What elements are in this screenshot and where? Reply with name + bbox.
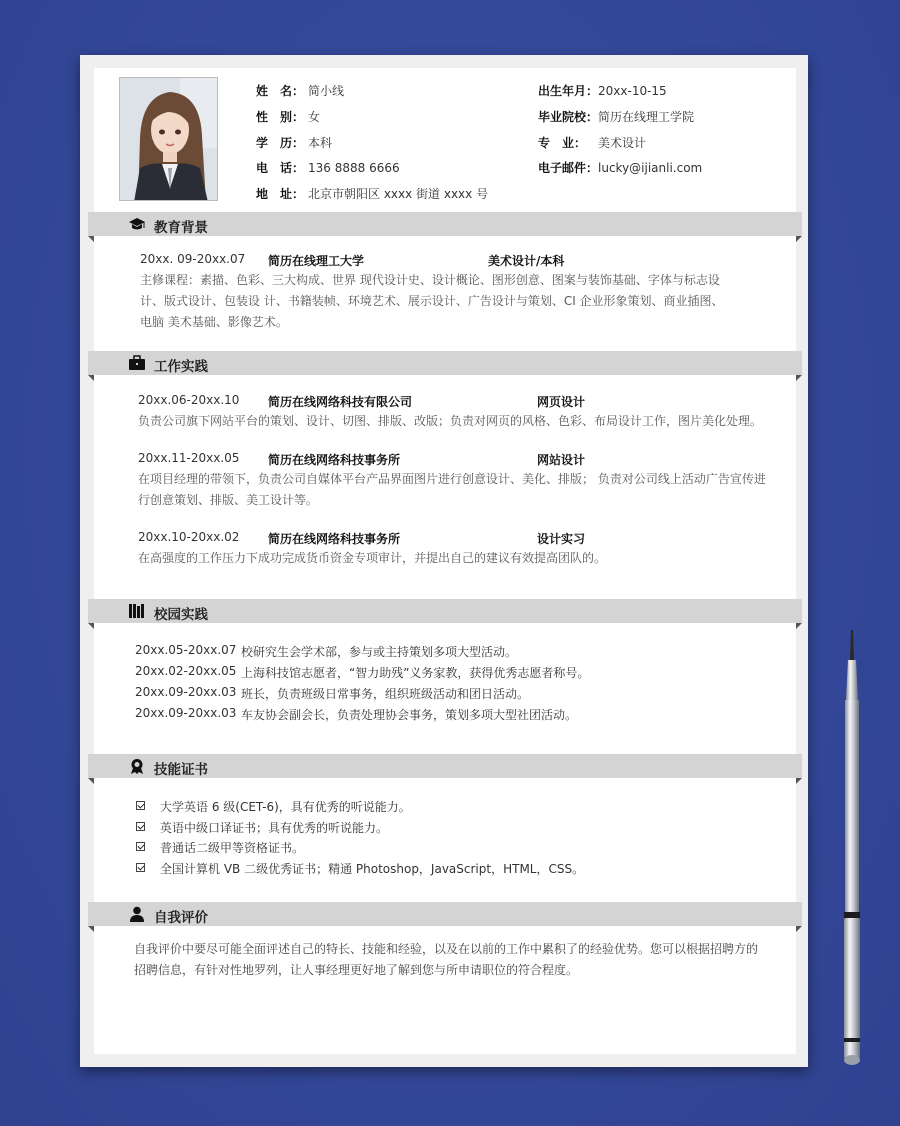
briefcase-icon: [128, 355, 146, 371]
education-line: 计、版式设计、包装设 计、书籍装帧、环境艺术、展示设计、广告设计与策划、CI 企业形象策划、商业插图、: [140, 294, 724, 308]
campus-text: 班长，负责班级日常事务，组织班级活动和团日活动。: [241, 687, 530, 701]
work-line: 负责公司旗下网站平台的策划、设计、切图、排版、改版；负责对网页的风格、色彩、布局设计工作，图片美化处理。: [138, 414, 763, 428]
work-description: [138, 469, 766, 511]
checkbox-icon: [136, 801, 145, 810]
work-header: [88, 351, 802, 375]
education-major: 美术设计/本科: [488, 254, 565, 268]
major-value: 美术设计: [598, 136, 647, 150]
campus-text: 车友协会副会长，负责处理协会事务，策划多项大型社团活动。: [241, 708, 578, 722]
skill-item: 普通话二级甲等资格证书。: [160, 841, 305, 855]
work-company: 简历在线网络科技有限公司: [268, 395, 413, 409]
work-company: 简历在线网络科技事务所: [268, 532, 401, 546]
work-role: 设计实习: [537, 532, 586, 546]
degree-label: 学 历：: [256, 136, 305, 150]
info-address: [256, 185, 488, 202]
gender-value: 女: [308, 110, 321, 124]
work-date: 20xx.06-20xx.10: [138, 393, 240, 407]
work-title: 工作实践: [154, 359, 208, 375]
education-line: 主修课程：素描、色彩、三大构成、世界 现代设计史、设计概论、图形创意、图案与装饰基础、字体与标志设: [140, 273, 720, 287]
major-label: 专 业：: [538, 136, 587, 150]
phone-label: 电 话：: [256, 161, 305, 175]
info-phone: [256, 159, 400, 176]
info-major: [538, 134, 646, 151]
skill-item: 大学英语 6 级(CET-6)，具有优秀的听说能力。: [160, 800, 411, 814]
work-description: [138, 411, 762, 432]
info-name: [256, 82, 344, 99]
email-value: lucky@ijianli.com: [598, 161, 703, 175]
campus-date: 20xx.02-20xx.05: [135, 664, 237, 678]
skills-header: [88, 754, 802, 778]
checkbox-icon: [136, 822, 145, 831]
campus-text: 校研究生会学术部，参与或主持策划多项大型活动。: [241, 645, 518, 659]
education-header: [88, 212, 802, 236]
self-title: 自我评价: [154, 910, 208, 926]
gender-label: 性 别：: [256, 110, 305, 124]
work-description: [138, 548, 606, 569]
info-gender: [256, 108, 320, 125]
campus-header: [88, 599, 802, 623]
education-courses: [140, 270, 724, 333]
degree-value: 本科: [308, 136, 333, 150]
campus-title: 校园实践: [154, 607, 208, 623]
work-line: 在项目经理的带领下，负责公司自媒体平台产品界面图片进行创意设计、美化、排版； 负责对公司线上活动广告宣传进: [138, 472, 766, 486]
profile-photo: [119, 77, 218, 201]
graduation-cap-icon: [128, 216, 146, 232]
education-school: 简历在线理工大学: [268, 254, 365, 268]
birth-label: 出生年月：: [538, 84, 599, 98]
education-title: 教育背景: [154, 220, 208, 236]
name-label: 姓 名：: [256, 84, 305, 98]
info-school: [538, 108, 694, 125]
address-value: 北京市朝阳区 xxxx 街道 xxxx 号: [308, 187, 489, 201]
education-date: 20xx. 09-20xx.07: [140, 252, 246, 266]
skill-item: 英语中级口译证书；具有优秀的听说能力。: [160, 821, 389, 835]
name-value: 简小线: [308, 84, 345, 98]
self-header: [88, 902, 802, 926]
email-label: 电子邮件：: [538, 161, 599, 175]
checkbox-icon: [136, 863, 145, 872]
info-birth: [538, 82, 667, 99]
award-icon: [128, 758, 146, 774]
self-line: 自我评价中要尽可能全面评述自己的特长、技能和经验，以及在以前的工作中累积了的经验优势。您可以根据招聘方的: [134, 942, 759, 956]
address-label: 地 址：: [256, 187, 305, 201]
skills-title: 技能证书: [154, 762, 208, 778]
work-date: 20xx.10-20xx.02: [138, 530, 240, 544]
campus-date: 20xx.09-20xx.03: [135, 706, 237, 720]
work-company: 简历在线网络科技事务所: [268, 453, 401, 467]
books-icon: [128, 603, 146, 619]
self-description: [134, 939, 758, 981]
checkbox-icon: [136, 842, 145, 851]
pen-decoration: [838, 630, 872, 1070]
birth-value: 20xx-10-15: [598, 84, 667, 98]
school-value: 简历在线理工学院: [598, 110, 695, 124]
education-line: 电脑 美术基础、影像艺术。: [140, 315, 288, 329]
campus-date: 20xx.05-20xx.07: [135, 643, 237, 657]
info-degree: [256, 134, 332, 151]
campus-date: 20xx.09-20xx.03: [135, 685, 237, 699]
person-icon: [128, 906, 146, 922]
work-role: 网站设计: [537, 453, 586, 467]
work-role: 网页设计: [537, 395, 586, 409]
work-line: 在高强度的工作压力下成功完成货币资金专项审计，并提出自己的建议有效提高团队的。: [138, 551, 607, 565]
school-label: 毕业院校：: [538, 110, 599, 124]
work-date: 20xx.11-20xx.05: [138, 451, 240, 465]
campus-text: 上海科技馆志愿者，“智力助残”义务家教，获得优秀志愿者称号。: [241, 666, 590, 680]
phone-value: 136 8888 6666: [308, 161, 400, 175]
work-line: 行创意策划、排版、美工设计等。: [138, 493, 319, 507]
skill-item: 全国计算机 VB 二级优秀证书；精通 Photoshop，JavaScript，HTML，CSS。: [160, 862, 585, 876]
info-email: [538, 159, 702, 176]
self-line: 招聘信息，有针对性地罗列，让人事经理更好地了解到您与所申请职位的符合程度。: [134, 963, 579, 977]
